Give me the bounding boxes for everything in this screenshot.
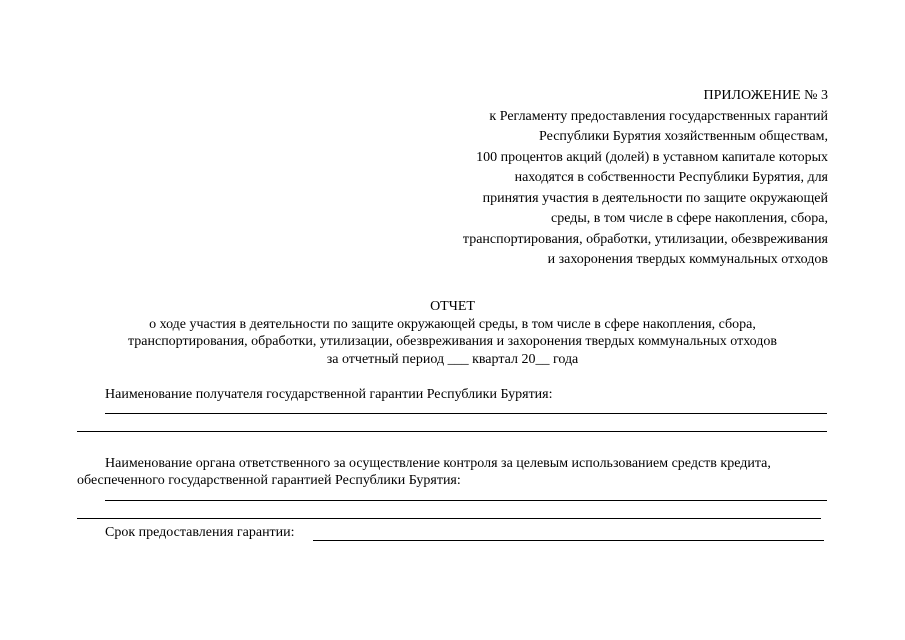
appendix-line: Республики Бурятия хозяйственным обществам,	[539, 129, 828, 144]
report-subtitle-line: транспортирования, обработки, утилизации, обезвреживания и захоронения твердых коммунальных отходов	[127, 334, 777, 349]
recipient-label: Наименование получателя государственной гарантии Республики Бурятия:	[105, 387, 553, 402]
control-body-fill-line-1[interactable]	[105, 500, 827, 501]
report-period-line: за отчетный период ___ квартал 20__ года	[326, 351, 579, 367]
appendix-line: транспортирования, обработки, утилизации, обезвреживания	[462, 231, 828, 247]
report-heading	[0, 298, 905, 368]
report-subtitle-line: о ходе участия в деятельности по защите окружающей среды, в том числе в сфере накопления, сбора,	[149, 316, 756, 332]
guarantee-term-fill-line[interactable]	[313, 540, 824, 541]
control-body-fill-line-2[interactable]	[77, 518, 821, 519]
guarantee-term-label: Срок предоставления гарантии:	[105, 525, 295, 540]
recipient-fill-line-1[interactable]	[105, 413, 827, 414]
appendix-number: ПРИЛОЖЕНИЕ № 3	[703, 88, 828, 103]
appendix-header	[463, 86, 828, 271]
control-body-label-continued: обеспеченного государственной гарантией Республики Бурятия:	[77, 473, 461, 488]
appendix-line: к Регламенту предоставления государственных гарантий	[489, 108, 828, 124]
report-title: ОТЧЕТ	[430, 299, 475, 314]
appendix-line: находятся в собственности Республики Бурятия, для	[514, 170, 828, 185]
appendix-line: 100 процентов акций (долей) в уставном капитале которых	[476, 149, 828, 165]
appendix-line: среды, в том числе в сфере накопления, сбора,	[551, 211, 828, 226]
appendix-line: принятия участия в деятельности по защите окружающей	[482, 190, 828, 206]
control-body-label: Наименование органа ответственного за осуществление контроля за целевым использованием средств кредита,	[105, 456, 771, 471]
recipient-fill-line-2[interactable]	[77, 431, 827, 432]
appendix-line: и захоронения твердых коммунальных отходов	[547, 252, 828, 267]
